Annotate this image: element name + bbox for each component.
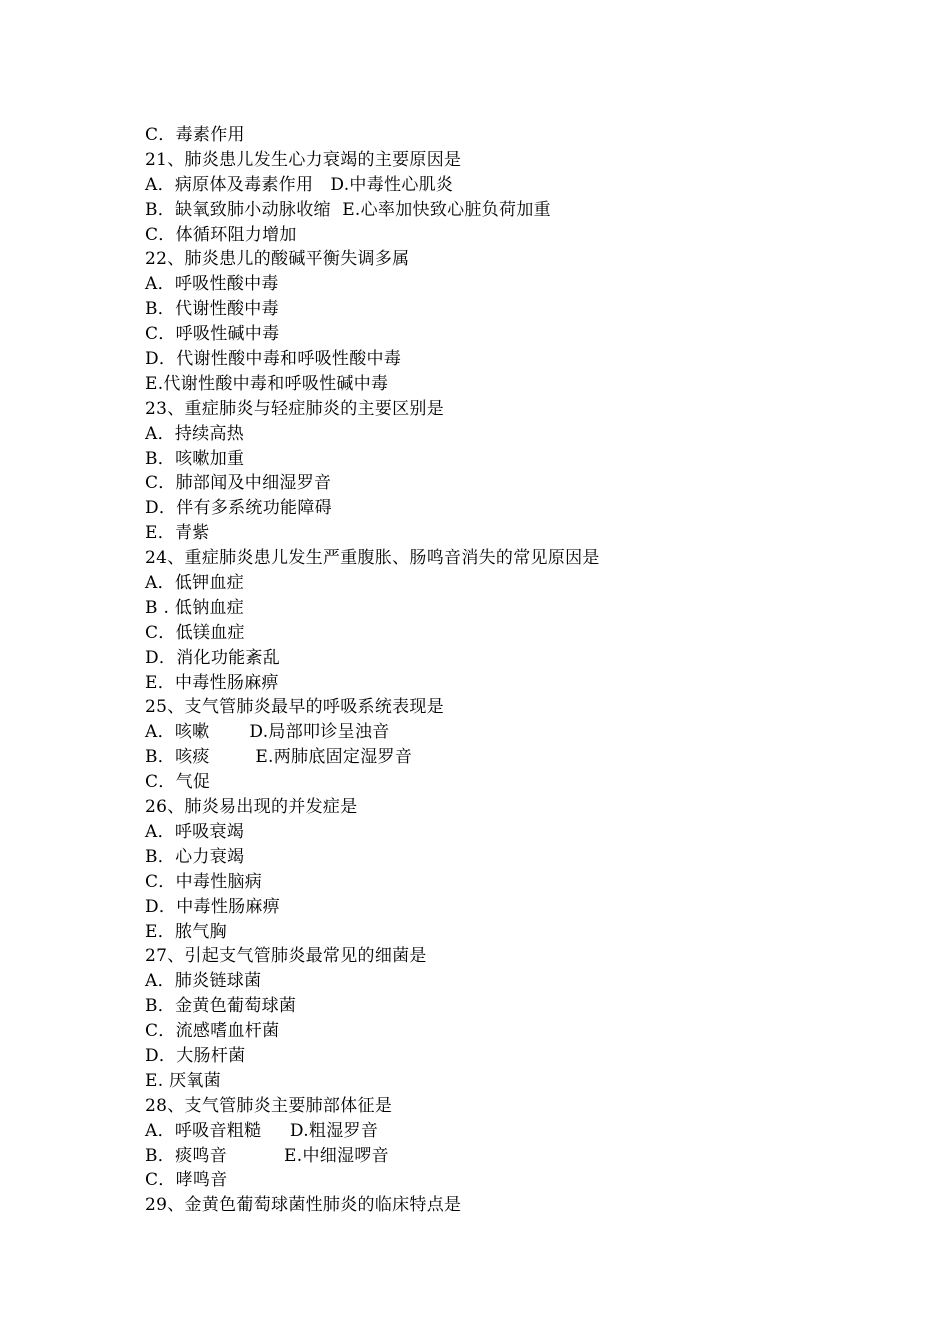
option-line: E．中毒性肠麻痹: [145, 672, 279, 693]
option-line: E．脓气胸: [145, 921, 227, 942]
option-line: D．伴有多系统功能障碍: [145, 498, 332, 519]
option-line: A．呼吸衰竭: [145, 821, 245, 842]
option-line: B．心力衰竭: [145, 846, 245, 867]
option-line: C．低镁血症: [145, 622, 245, 643]
question-line: 28、支气管肺炎主要肺部体征是: [145, 1095, 393, 1116]
question-line: 23、重症肺炎与轻症肺炎的主要区别是: [145, 398, 445, 419]
question-line: 21、肺炎患儿发生心力衰竭的主要原因是: [145, 149, 462, 170]
option-line: D．代谢性酸中毒和呼吸性酸中毒: [145, 349, 402, 370]
option-line: C．流感嗜血杆菌: [145, 1021, 280, 1042]
option-line: A．呼吸音粗糙 D.粗湿罗音: [145, 1120, 379, 1141]
option-line: D．中毒性肠麻痹: [145, 896, 281, 917]
option-line: C．肺部闻及中细湿罗音: [145, 473, 332, 494]
option-line: B．咳嗽加重: [145, 448, 245, 469]
question-line: 25、支气管肺炎最早的呼吸系统表现是: [145, 697, 445, 718]
question-line: 22、肺炎患儿的酸碱平衡失调多属: [145, 249, 410, 270]
option-line: C．气促: [145, 772, 211, 793]
question-line: 29、金黄色葡萄球菌性肺炎的临床特点是: [145, 1195, 462, 1216]
option-line: E.代谢性酸中毒和呼吸性碱中毒: [145, 373, 389, 394]
question-line: 27、引起支气管肺炎最常见的细菌是: [145, 946, 427, 967]
option-line: A．咳嗽 D.局部叩诊呈浊音: [145, 722, 390, 743]
option-line: E. 厌氧菌: [145, 1070, 222, 1091]
option-line: B . 低钠血症: [145, 597, 245, 618]
document-body: [145, 123, 845, 1218]
option-line: C．呼吸性碱中毒: [145, 324, 280, 345]
question-line: 24、重症肺炎患儿发生严重腹胀、肠鸣音消失的常见原因是: [145, 548, 600, 569]
option-line: B．痰鸣音 E.中细湿啰音: [145, 1145, 389, 1166]
option-line: A．低钾血症: [145, 573, 245, 594]
option-line: A．病原体及毒素作用 D.中毒性心肌炎: [145, 174, 454, 195]
option-line: E．青紫: [145, 523, 210, 544]
option-line: B．金黄色葡萄球菌: [145, 996, 297, 1017]
option-line: C．体循环阻力增加: [145, 224, 297, 245]
option-line: D．大肠杆菌: [145, 1045, 246, 1066]
option-line: C．中毒性脑病: [145, 871, 263, 892]
option-line: B．缺氧致肺小动脉收缩 E.心率加快致心脏负荷加重: [145, 199, 551, 220]
option-line: A．呼吸性酸中毒: [145, 274, 279, 295]
option-line: D．消化功能紊乱: [145, 647, 281, 668]
option-line: B．咳痰 E.两肺底固定湿罗音: [145, 747, 413, 768]
option-line: A．肺炎链球菌: [145, 971, 262, 992]
option-line: C．哮鸣音: [145, 1170, 228, 1191]
question-line: 26、肺炎易出现的并发症是: [145, 797, 358, 818]
option-line: B．代谢性酸中毒: [145, 299, 279, 320]
option-line: C．毒素作用: [145, 125, 245, 145]
option-line: A．持续高热: [145, 423, 245, 444]
